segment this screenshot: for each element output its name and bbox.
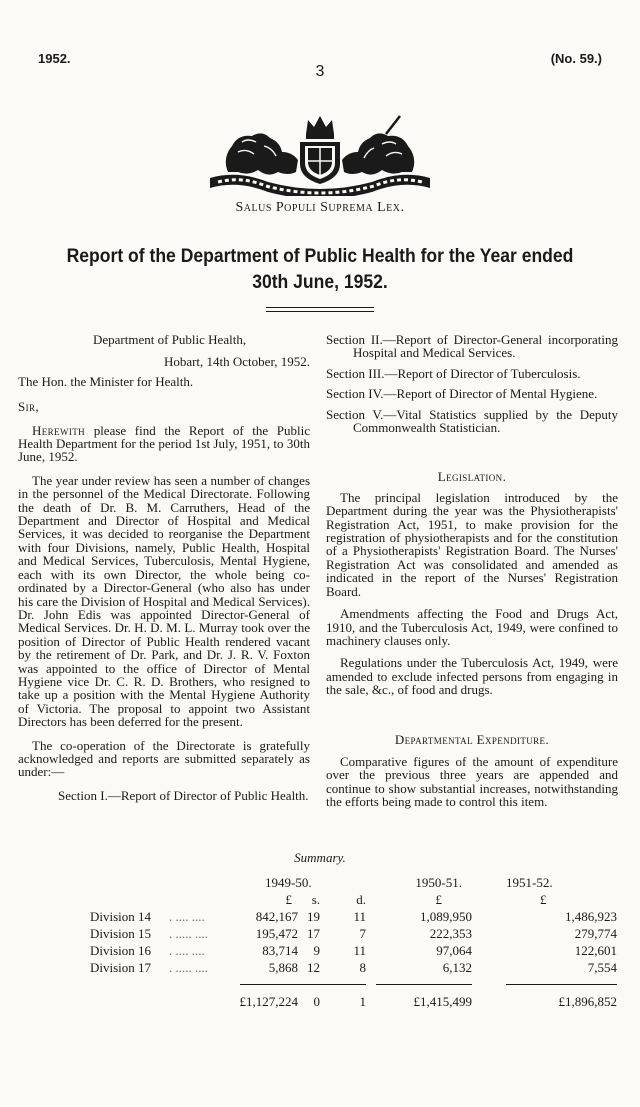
table-header-years bbox=[90, 874, 617, 891]
paragraph-herewith bbox=[18, 424, 310, 464]
total-pence-1949-50: 1 bbox=[359, 994, 366, 1009]
year-1951-52: 1951-52. bbox=[506, 875, 553, 890]
report-title-line1: Report of the Department of Public Health for the Year ended bbox=[66, 245, 574, 267]
paragraph-legislation-principal: The principal legislation introduced by the Department during the year was the Physiotherapists' Registration Act, 1951, to make provision for the registration of physiotherapists and for the constitution of a Physiotherapists' Registration Board. The Nurses' Registration Act was consolidated and amended as indicated in the report of the Nurses' Registration Board. bbox=[326, 489, 618, 599]
shillings-1949-50: 17 bbox=[307, 926, 320, 941]
unit-pounds: £ bbox=[285, 892, 292, 907]
section-3-item: Section III.—Report of Director of Tuberculosis. bbox=[326, 365, 581, 381]
header-year: 1952. bbox=[38, 51, 71, 66]
pence-1949-50: 8 bbox=[359, 960, 366, 975]
amount-1950-51: 1,089,950 bbox=[420, 909, 472, 924]
unit-pence: d. bbox=[356, 892, 366, 907]
summary-title: Summary. bbox=[294, 850, 346, 865]
paragraph-legislation-amendments: Amendments affecting the Food and Drugs Act, 1910, and the Tuberculosis Act, 1949, were confined to machinery clauses only. bbox=[326, 606, 618, 648]
total-rule-1949-50 bbox=[240, 984, 366, 985]
amount-1951-52: 279,774 bbox=[574, 926, 617, 941]
paper-number: (No. 59.) bbox=[550, 51, 602, 66]
amount-1950-51: 97,064 bbox=[436, 943, 472, 958]
place-date-line: Hobart, 14th October, 1952. bbox=[163, 354, 310, 370]
unit-shillings: s. bbox=[311, 892, 320, 907]
amount-1951-52: 7,554 bbox=[587, 960, 617, 975]
page-number: 3 bbox=[315, 63, 325, 80]
total-shillings-1949-50: 0 bbox=[313, 994, 320, 1009]
pounds-1949-50: 5,868 bbox=[268, 960, 298, 975]
addressee: The Hon. the Minister for Health. bbox=[18, 373, 194, 389]
amount-1951-52: 1,486,923 bbox=[565, 909, 617, 924]
royal-coat-of-arms-icon bbox=[208, 112, 432, 196]
expenditure-summary-table bbox=[90, 874, 617, 1010]
table-rules-row bbox=[90, 976, 617, 993]
dot-leader: . ..... .... bbox=[169, 926, 208, 941]
dot-leader: . .... .... bbox=[169, 909, 205, 924]
total-1951-52: £1,896,852 bbox=[558, 994, 617, 1009]
total-1950-51: £1,415,499 bbox=[413, 994, 472, 1009]
department-line: Department of Public Health, bbox=[93, 332, 247, 347]
pounds-1949-50: 195,472 bbox=[255, 926, 298, 941]
pence-1949-50: 11 bbox=[353, 943, 366, 958]
unit-pounds-1950-51: £ bbox=[435, 892, 442, 907]
title-rule-top bbox=[266, 307, 374, 308]
section-4-item: Section IV.—Report of Director of Mental Hygiene. bbox=[326, 386, 598, 402]
amount-1951-52: 122,601 bbox=[574, 943, 617, 958]
row-label: Division 15 bbox=[90, 926, 152, 941]
salutation: Sir, bbox=[18, 399, 40, 415]
legislation-heading: Legislation. bbox=[437, 469, 507, 485]
paragraph-personnel-changes: The year under review has seen a number of changes in the personnel of the Medical Directorate. Following the death of Dr. B. M. Carruthers, Head of the Department and Director of Hospital and Medical Services, it was decided to reorganise the Department with four Divisions, namely, Public Health, Hospital and Medical Services, Tuberculosis, Mental Hygiene, each with its own Director, the whole being co-ordinated by a Director-General (who also has under his care the Division of Hospital and Medical Services). Dr. John Edis was appointed Director-General of Medical Services. Dr. H. D. M. L. Murray took over the position of Director of Public Health rendered vacant by the retirement of Dr. Park, and Dr. J. R. V. Foxton was appointed to the office of Director of Mental Hygiene vice Dr. C. R. D. Brothers, who resigned to take up a position with the Mental Hygiene Authority of Victoria. The proposal to appoint two Assistant Directors has been deferred for the present. bbox=[18, 472, 310, 730]
paragraph-expenditure: Comparative figures of the amount of expenditure over the previous three years are appended and continue to show substantial increases, notwithstanding the efforts being made to control this item. bbox=[326, 753, 618, 810]
left-column bbox=[18, 333, 310, 802]
table-row bbox=[90, 908, 617, 925]
year-1950-51: 1950-51. bbox=[415, 875, 462, 890]
total-pounds-1949-50: £1,127,224 bbox=[239, 994, 298, 1009]
paragraph-cooperation: The co-operation of the Directorate is gratefully acknowledged and reports are submitted separately as under:— bbox=[18, 737, 310, 780]
right-column bbox=[326, 333, 618, 809]
expenditure-heading: Departmental Expenditure. bbox=[394, 731, 550, 747]
herewith-text: please find the Report of the Public Health Department for the period 1st July, 1951, to 30th June, 1952. bbox=[18, 422, 310, 465]
amount-1950-51: 6,132 bbox=[442, 960, 472, 975]
row-label: Division 17 bbox=[90, 960, 152, 975]
table-header-units bbox=[90, 891, 617, 908]
shillings-1949-50: 9 bbox=[313, 943, 320, 958]
pounds-1949-50: 83,714 bbox=[262, 943, 298, 958]
table-row bbox=[90, 942, 617, 959]
dot-leader: . .... .... bbox=[169, 943, 205, 958]
table-totals-row bbox=[90, 993, 617, 1010]
dot-leader: . ..... .... bbox=[169, 960, 208, 975]
row-label: Division 14 bbox=[90, 909, 152, 924]
herewith-lead: Herewith bbox=[32, 422, 86, 438]
total-rule-1950-51 bbox=[376, 984, 472, 985]
paragraph-legislation-regulations: Regulations under the Tuberculosis Act, 1949, were amended to exclude infected persons from engaging in the sale, &c., of food and drugs. bbox=[326, 655, 618, 698]
section-5-item: Section V.—Vital Statistics supplied by the Deputy Commonwealth Statistician. bbox=[326, 406, 618, 436]
row-label: Division 16 bbox=[90, 943, 152, 958]
motto: Salus Populi Suprema Lex. bbox=[235, 200, 405, 215]
total-rule-1951-52 bbox=[506, 984, 617, 985]
pence-1949-50: 11 bbox=[353, 909, 366, 924]
table-row bbox=[90, 925, 617, 942]
year-1949-50: 1949-50. bbox=[265, 875, 312, 890]
pounds-1949-50: 842,167 bbox=[255, 909, 298, 924]
section-1-item: Section I.—Report of Director of Public Health. bbox=[58, 787, 309, 803]
table-row bbox=[90, 959, 617, 976]
shillings-1949-50: 19 bbox=[307, 909, 320, 924]
shillings-1949-50: 12 bbox=[307, 960, 320, 975]
unit-pounds-1951-52: £ bbox=[540, 892, 547, 907]
report-title-line2: 30th June, 1952. bbox=[252, 271, 388, 293]
pence-1949-50: 7 bbox=[359, 926, 366, 941]
amount-1950-51: 222,353 bbox=[429, 926, 472, 941]
section-2-item: Section II.—Report of Director-General incorporating Hospital and Medical Services. bbox=[326, 332, 618, 361]
title-rule-bottom bbox=[266, 311, 374, 312]
